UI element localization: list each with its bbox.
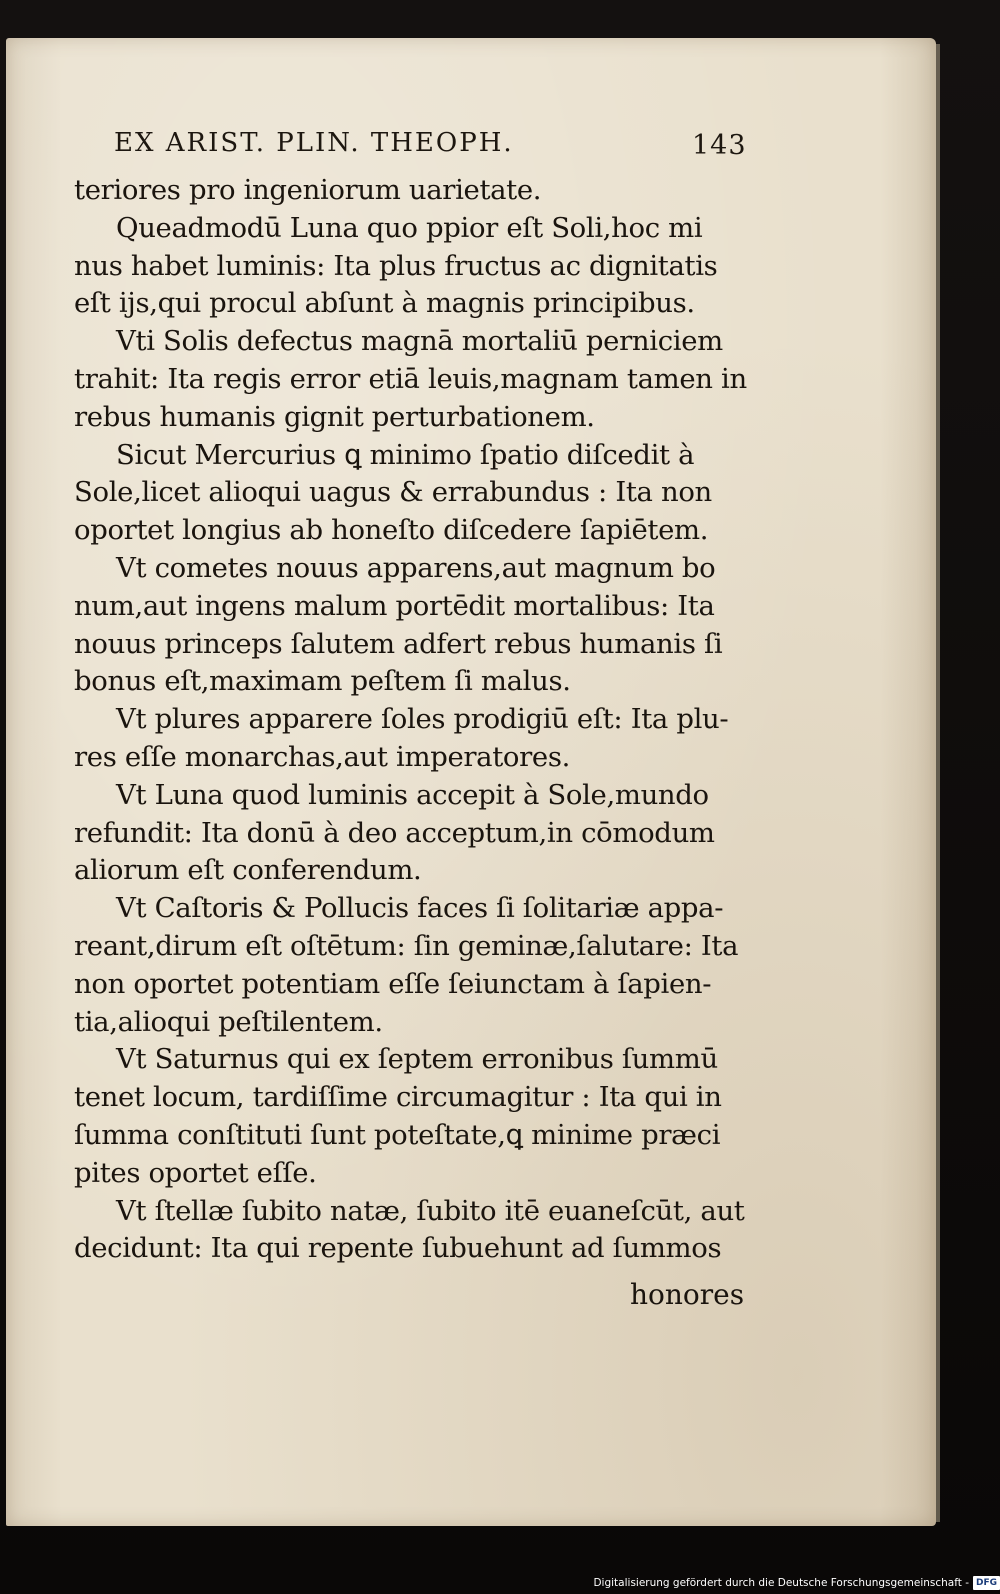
text-line: Sicut Mercurius ꝗ minimo ſpatio diſcedit à [116, 438, 695, 471]
text-line: pites oportet eſſe. [74, 1156, 317, 1189]
text-line: decidunt: Ita qui repente ſubuehunt ad ſummos [74, 1232, 722, 1265]
page-edge [936, 44, 940, 1522]
text-line: nouus princeps ſalutem adfert rebus humanis ſi [74, 627, 723, 660]
text-line: res eſſe monarchas,aut imperatores. [74, 740, 570, 773]
text-line: num,aut ingens malum portēdit mortalibus: Ita [74, 589, 715, 622]
text-line: refundit: Ita donū à deo acceptum,in cōmodum [74, 816, 715, 849]
credit-text: Digitalisierung gefördert durch die Deutsche Forschungsgemeinschaft - [593, 1577, 969, 1589]
running-head: EX ARIST. PLIN. THEOPH. [114, 128, 514, 158]
text-line: Vti Solis defectus magnā mortaliū perniciem [116, 325, 723, 358]
text-line: trahit: Ita regis error etiā leuis,magnam tamen in [74, 362, 747, 395]
text-line: rebus humanis gignit perturbationem. [74, 400, 595, 433]
text-line: eſt ijs,qui procul abſunt à magnis principibus. [74, 287, 695, 320]
page-number: 143 [692, 130, 747, 161]
text-line: aliorum eſt conferendum. [74, 854, 422, 887]
text-line: oportet longius ab honeſto diſcedere ſapiētem. [74, 514, 709, 547]
text-line: Vt plures apparere ſoles prodigiū eſt: Ita plu- [116, 703, 729, 736]
text-line: reant,dirum eſt oſtētum: ſin geminæ,ſalutare: Ita [74, 929, 739, 962]
text-line: Vt Saturnus qui ex ſeptem erronibus ſummū [116, 1043, 718, 1076]
text-line: ſumma conſtituti ſunt poteſtate,ꝗ minime præci [74, 1118, 721, 1151]
text-line: non oportet potentiam eſſe ſeiunctam à ſapien- [74, 967, 712, 1000]
text-line: Vt ſtellæ ſubito natæ, ſubito itē euaneſcūt, aut [116, 1194, 745, 1227]
text-line: Sole,licet alioqui uagus & errabundus : Ita non [74, 476, 712, 509]
text-line: tenet locum, tardiſſime circumagitur : Ita qui in [74, 1081, 722, 1114]
text-line: Queadmodū Luna quo ppior eſt Soli,hoc mi [116, 211, 703, 244]
text-line: bonus eſt,maximam peſtem ſi malus. [74, 665, 571, 698]
dfg-logo-icon[interactable]: DFG [973, 1576, 1000, 1590]
text-line: teriores pro ingeniorum uarietate. [74, 174, 542, 206]
text-line: tia,alioqui peſtilentem. [74, 1005, 383, 1038]
text-line: Vt Caſtoris & Pollucis faces ſi ſolitariæ appa- [116, 892, 724, 925]
catchword: honores [630, 1278, 745, 1311]
text-line: Vt cometes nouus apparens,aut magnum bo [116, 551, 716, 584]
body-text [74, 172, 774, 1268]
digitization-credit [593, 1574, 1000, 1592]
text-line: Vt Luna quod luminis accepit à Sole,mundo [116, 778, 709, 811]
text-line: nus habet luminis: Ita plus fructus ac dignitatis [74, 249, 718, 282]
